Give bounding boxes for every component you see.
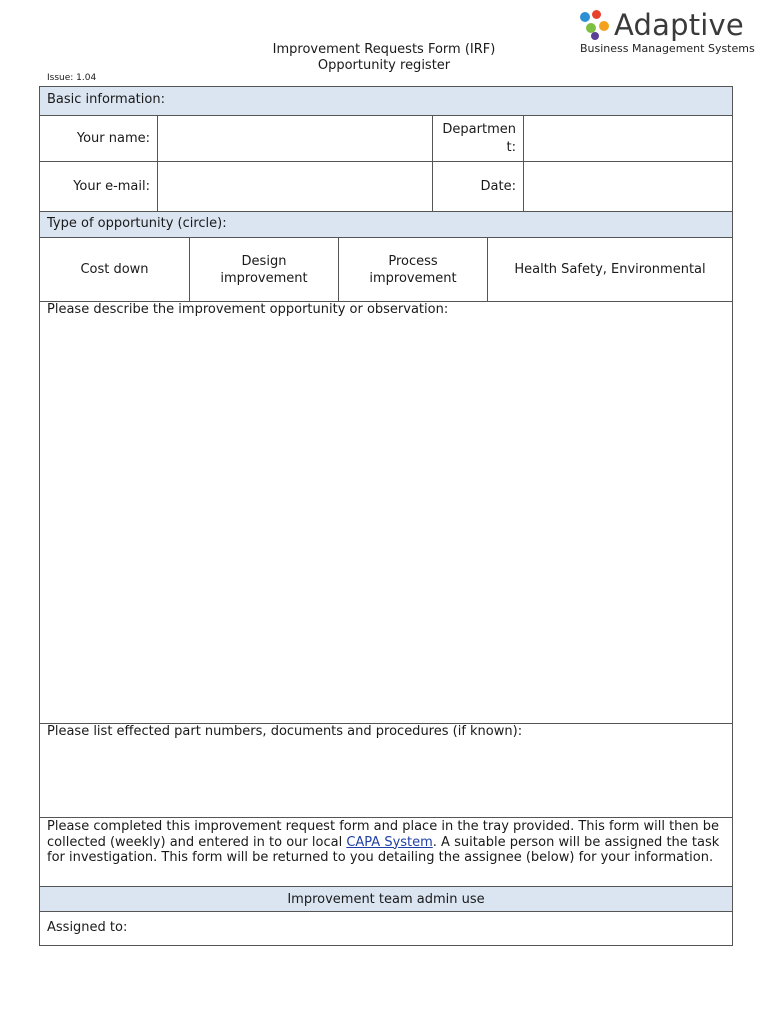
opportunity-options-row: [39, 237, 733, 301]
assigned-to-row: [39, 911, 733, 946]
capa-system-link[interactable]: CAPA System: [346, 834, 433, 850]
document-title: [230, 42, 538, 74]
logo-dot-icon: [580, 12, 590, 22]
department-label: Department:: [432, 116, 523, 161]
description-label: Please describe the improvement opportunity or observation:: [47, 302, 449, 317]
form-title: Improvement Requests Form (IRF): [272, 42, 496, 57]
option-cost-down[interactable]: Cost down: [80, 262, 149, 277]
logo-tagline: Business Management Systems: [580, 42, 755, 55]
parts-label: Please list effected part numbers, documents and procedures (if known):: [47, 724, 523, 739]
issue-number: Issue: 1.04: [47, 73, 97, 83]
logo-dot-icon: [599, 21, 609, 31]
department-field[interactable]: [523, 116, 732, 161]
your-name-field[interactable]: [157, 116, 432, 161]
logo-name: Adaptive: [614, 8, 744, 42]
form-subtitle: Opportunity register: [317, 58, 451, 73]
company-logo: [578, 8, 760, 58]
date-field[interactable]: [523, 162, 732, 211]
opportunity-type-header: [39, 211, 733, 237]
assigned-to-label: Assigned to:: [47, 920, 128, 935]
parts-section: [39, 723, 733, 817]
admin-header: [39, 886, 733, 911]
assigned-to-field[interactable]: [160, 912, 732, 945]
opportunity-type-heading: Type of opportunity (circle):: [47, 216, 227, 231]
your-email-field[interactable]: [157, 162, 432, 211]
option-process-improvement[interactable]: Process improvement: [338, 238, 487, 301]
basic-info-heading: Basic information:: [47, 92, 165, 107]
email-date-row: [39, 161, 733, 211]
admin-heading: Improvement team admin use: [287, 891, 485, 907]
instructions-text: Please completed this improvement request form and place in the tray provided. This form will then be collected (weekly) and entered in to our local CAPA System. A suitable person will be assigned the task for investigation. This form will be returned to you detailing the assignee (below) for your information.: [47, 819, 720, 865]
option-design-improvement[interactable]: Design improvement: [189, 238, 338, 301]
description-section: [39, 301, 733, 723]
basic-info-header: [39, 86, 733, 115]
instructions-section: [39, 817, 733, 886]
description-field[interactable]: [40, 322, 732, 723]
date-label: Date:: [432, 162, 523, 211]
your-email-label: Your e-mail:: [73, 179, 150, 194]
logo-dot-icon: [591, 32, 599, 40]
option-health-safety-environmental[interactable]: Health Safety, Environmental: [487, 238, 732, 301]
parts-field[interactable]: [40, 744, 732, 817]
your-name-label: Your name:: [76, 131, 150, 146]
name-department-row: [39, 115, 733, 161]
logo-dot-icon: [592, 10, 601, 19]
